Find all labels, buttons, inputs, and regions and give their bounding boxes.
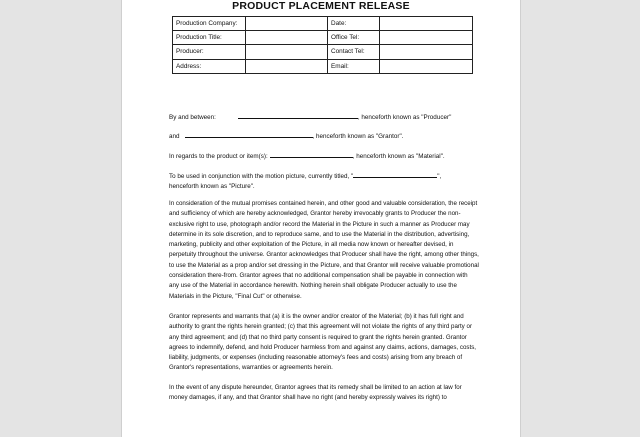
email-field[interactable] (380, 59, 473, 73)
paragraph-text: In consideration of the mutual promises contained herein, and other good and valuable consideration, the receipt and sufficiency of which are hereby acknowledged, Grantor hereby irrevocably grants to Producer the non-exclusive right to use, photograph and/or record the Material in the Picture in such a manner as Producer may determine in its sole discretion, and to reproduce same, and to use the Material in the distribution, advertising, marketing, publicity and other exploitation of the Picture, in all media now known or hereafter devised, in perpetuity throughout the universe. Grantor acknowledges that Producer shall have the right, among other things, to use the Material as a prop and/or set dressing in the Picture, and that Grantor will receive valuable promotional consideration there-from. Grantor agrees that no additional compensation shall be payable in connection with any use of the Material in accordance herewith. Nothing herein shall obligate Producer actually to use the Materials in the Picture, "Final Cut" or otherwise. (169, 200, 479, 300)
document-title: PRODUCT PLACEMENT RELEASE (232, 0, 410, 12)
contact-tel-label: Contact Tel: (328, 45, 380, 59)
table-row (173, 17, 473, 31)
table-row (173, 59, 473, 73)
motion-suffix: ", (437, 173, 442, 180)
office-tel-field[interactable] (380, 31, 473, 45)
motion-prefix: To be used in conjunction with the motion picture, currently titled, " (169, 173, 354, 180)
production-company-field[interactable] (246, 17, 328, 31)
date-label: Date: (328, 17, 380, 31)
grantor-suffix: , henceforth known as "Grantor". (312, 133, 404, 140)
and-line (169, 131, 403, 141)
address-field[interactable] (246, 59, 328, 73)
regards-line (169, 151, 445, 161)
representations-paragraph (169, 312, 479, 374)
production-title-field[interactable] (246, 31, 328, 45)
production-info-table (172, 16, 473, 74)
dispute-paragraph (169, 383, 479, 404)
paragraph-text: Grantor represents and warrants that (a) it is the owner and/or creator of the Material; (b) it has full right and authority to grant the rights herein granted; (c) that this agreement will not violate the rights of any third party or any third agreement; and (d) that no third party consent is required to grant the rights herein granted. Grantor agrees to indemnify, defend, and hold Producer harmless from and against any claims, actions, damages, costs, liability, judgments, or expenses (including reasonable attorney's fees and costs) arising from any breach of Grantor's representations, warranties or agreements herein. (169, 313, 477, 372)
by-and-between-label: By and between: (169, 114, 216, 121)
picture-title-blank[interactable] (353, 171, 437, 178)
address-label: Address: (173, 59, 246, 73)
table-row (173, 31, 473, 45)
document-page (121, 0, 521, 437)
table-row (173, 45, 473, 59)
motion-picture-line (169, 171, 441, 181)
producer-suffix: , henceforth known as "Producer" (357, 114, 452, 121)
contact-tel-field[interactable] (380, 45, 473, 59)
email-label: Email: (328, 59, 380, 73)
by-and-between-line (169, 112, 451, 122)
and-label: and (169, 133, 180, 140)
production-company-label: Production Company: (173, 17, 246, 31)
producer-label: Producer: (173, 45, 246, 59)
date-field[interactable] (380, 17, 473, 31)
regards-label: In regards to the product or item(s): (169, 153, 268, 160)
picture-definition-line: henceforth known as "Picture". (169, 183, 255, 190)
producer-field[interactable] (246, 45, 328, 59)
consideration-paragraph (169, 199, 479, 302)
material-suffix: , henceforth known as "Material". (352, 153, 445, 160)
producer-name-blank[interactable] (238, 112, 358, 119)
paragraph-text: In the event of any dispute hereunder, Grantor agrees that its remedy shall be limited to an action at law for money damages, if any, and that Grantor shall have no right (and hereby expressly waives its right) to (169, 384, 462, 402)
material-blank[interactable] (270, 151, 353, 158)
office-tel-label: Office Tel: (328, 31, 380, 45)
grantor-name-blank[interactable] (185, 131, 313, 138)
production-title-label: Production Title: (173, 31, 246, 45)
